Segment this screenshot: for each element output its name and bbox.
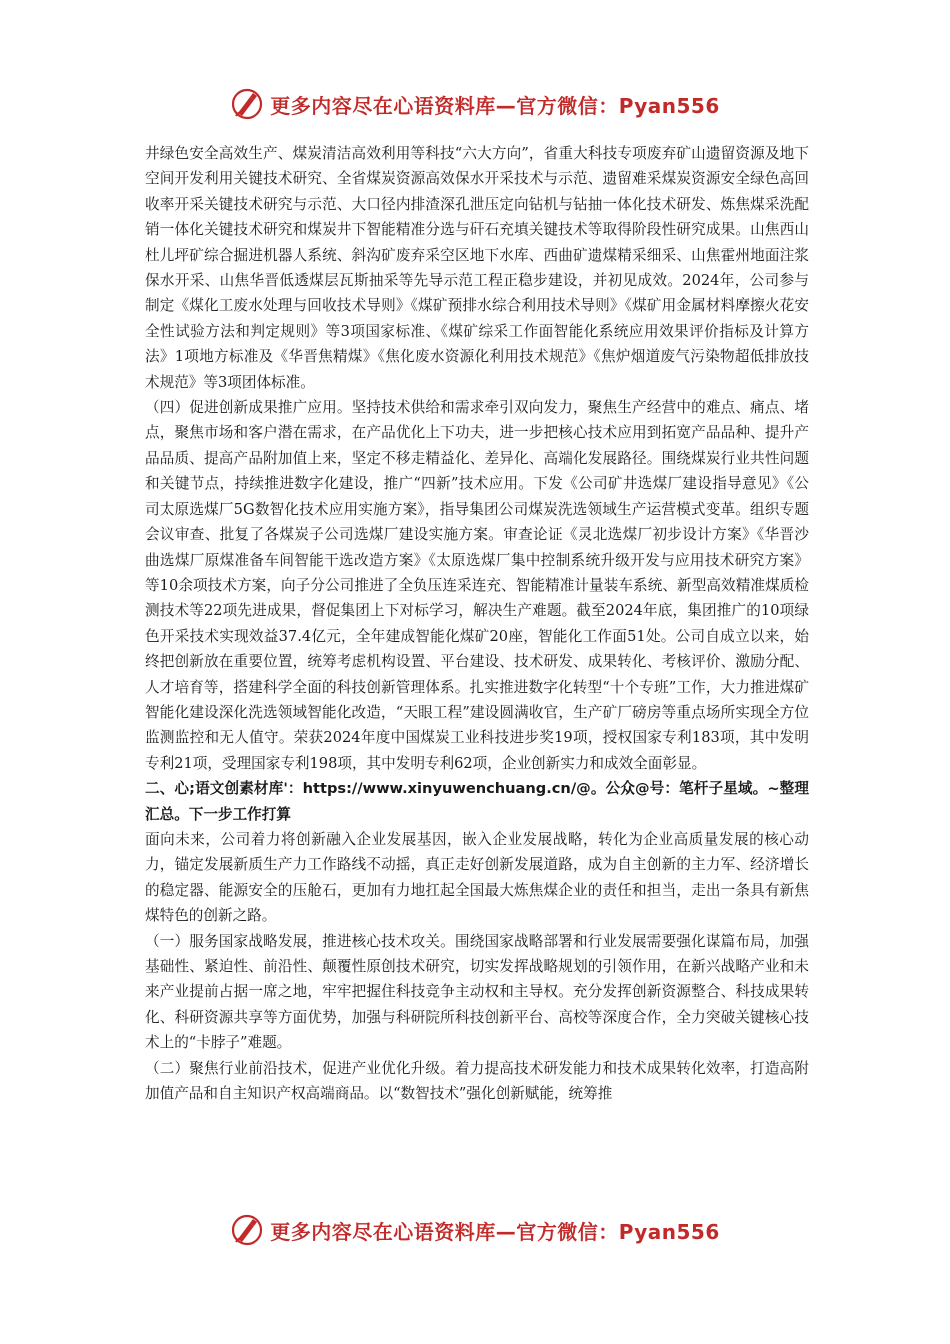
section-heading: 二、心;语文创素材库'：https://www.xinyuwenchuang.cn/@。公众@号：笔杆子星域。~整理汇总。下一步工作打算	[145, 780, 809, 823]
paragraph-intro: 面向未来，公司着力将创新融入企业发展基因，嵌入企业发展战略，转化为企业高质量发展的核心动力，锚定发展新质生产力工作路线不动摇，真正走好创新发展道路，成为自主创新的主力军、经济增长的稳定器、能源安全的压舱石，更加有力地扛起全国最大炼焦煤企业的责任和担当，走出一条具有新焦煤特色的创新之路。	[145, 830, 809, 925]
header-watermark-banner	[0, 82, 950, 126]
paragraph-continuation: 井绿色安全高效生产、煤炭清洁高效利用等科技“六大方向”，省重大科技专项废弃矿山遗留资源及地下空间开发利用关键技术研究、全省煤炭资源高效保水开采技术与示范、遗留难采煤炭资源安全绿色高回收率开采关键技术研究与示范、大口径内排渣深孔泄压定向钻机与钻抽一体化技术研发、炼焦煤采洗配销一体化关键技术研究和煤炭井下智能精准分选与矸石充填关键技术等取得阶段性研究成果。山焦西山杜儿坪矿综合掘进机器人系统、斜沟矿废弃采空区地下水库、西曲矿遗煤精采细采、山焦霍州地面注浆保水开采、山焦华晋低透煤层瓦斯抽采等先导示范工程正稳步建设，并初见成效。2024年，公司参与制定《煤化工废水处理与回收技术导则》《煤矿预排水综合利用技术导则》《煤矿用金属材料摩擦火花安全性试验方法和判定规则》等3项国家标准、《煤矿综采工作面智能化系统应用效果评价指标及计算方法》1项地方标准及《华晋焦精煤》《焦化废水资源化利用技术规范》《焦炉烟道废气污染物超低排放技术规范》等3项团体标准。	[145, 145, 809, 391]
paragraph-item-two: （二）聚焦行业前沿技术，促进产业优化升级。着力提高技术研发能力和技术成果转化效率，打造高附加值产品和自主知识产权高端商品。以“数智技术”强化创新赋能，统筹推	[145, 1059, 809, 1103]
banner-text: 更多内容尽在心语资料库—官方微信：Pyan556	[270, 1219, 720, 1244]
pen-nib-icon	[230, 1213, 264, 1247]
document-body	[145, 141, 809, 1106]
footer-watermark-banner	[0, 1208, 950, 1252]
banner-text: 更多内容尽在心语资料库—官方微信：Pyan556	[270, 93, 720, 118]
paragraph-item-one: （一）服务国家战略发展，推进核心技术攻关。围绕国家战略部署和行业发展需要强化谋篇布局，加强基础性、紧迫性、前沿性、颠覆性原创技术研究，切实发挥战略规划的引领作用，在新兴战略产业和未来产业提前占据一席之地，牢牢把握住科技竞争主动权和主导权。充分发挥创新资源整合、科技成果转化、科研资源共享等方面优势，加强与科研院所科技创新平台、高校等深度合作，全力突破关键核心技术上的“卡脖子”难题。	[145, 932, 809, 1052]
pen-nib-icon	[230, 87, 264, 121]
paragraph-section-four: （四）促进创新成果推广应用。坚持技术供给和需求牵引双向发力，聚焦生产经营中的难点、痛点、堵点，聚焦市场和客户潜在需求，在产品优化上下功夫，进一步把核心技术应用到拓宽产品品种、提升产品品质、提高产品附加值上来，坚定不移走精益化、差异化、高端化发展路径。围绕煤炭行业共性问题和关键节点，持续推进数字化建设，推广“四新”技术应用。下发《公司矿井选煤厂建设指导意见》《公司太原选煤厂5G数智化技术应用实施方案》，指导集团公司煤炭洗选领域生产运营模式变革。组织专题会议审查、批复了各煤炭子公司选煤厂建设实施方案。审查论证《灵北选煤厂初步设计方案》《华晋沙曲选煤厂原煤准备车间智能干选改造方案》《太原选煤厂集中控制系统升级开发与应用技术研究方案》等10余项技术方案，向子分公司推进了全负压连采连充、智能精准计量装车系统、新型高效精准煤质检测技术等22项先进成果，督促集团上下对标学习，解决生产难题。截至2024年底，集团推广的10项绿色开采技术实现效益37.4亿元，全年建成智能化煤矿20座，智能化工作面51处。公司自成立以来，始终把创新放在重要位置，统筹考虑机构设置、平台建设、技术研发、成果转化、考核评价、激励分配、人才培育等，搭建科学全面的科技创新管理体系。扎实推进数字化转型“十个专班”工作，大力推进煤矿智能化建设深化洗选领域智能化改造，“天眼工程”建设圆满收官，生产矿厂磅房等重点场所实现全方位监测监控和无人值守。荣获2024年度中国煤炭工业科技进步奖19项，授权国家专利183项，其中发明专利21项，受理国家专利198项，其中发明专利62项，企业创新实力和成效全面彰显。	[145, 399, 809, 772]
